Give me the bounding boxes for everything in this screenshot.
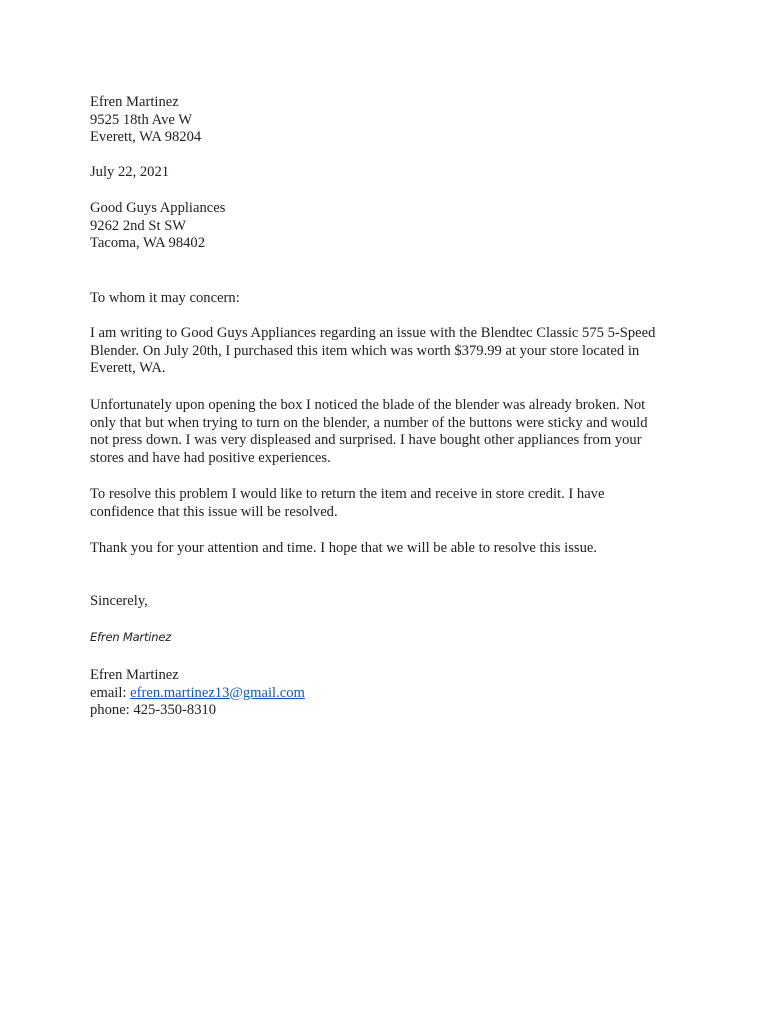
phone-label: phone: — [90, 702, 130, 719]
paragraph-3-line-2: confidence that this issue will be resolved. — [90, 503, 338, 520]
paragraph-2 — [90, 397, 690, 467]
sender-city-state-zip: Everett, WA 98204 — [90, 129, 202, 146]
paragraph-1-line-2: Blender. On July 20th, I purchased this item which was worth $379.99 at your store located in — [90, 342, 640, 359]
sender-street: 9525 18th Ave W — [90, 111, 193, 128]
closing-block — [90, 593, 690, 611]
paragraph-3-line-1: To resolve this problem I would like to return the item and receive in store credit. I have — [90, 486, 605, 502]
email-link[interactable]: efren.martinez13@gmail.com — [130, 684, 305, 701]
paragraph-1 — [90, 325, 690, 378]
email-label: email: — [90, 684, 127, 701]
recipient-company: Good Guys Appliances — [90, 200, 226, 216]
paragraph-2-line-4: stores and have had positive experiences. — [90, 449, 331, 466]
phone-line — [90, 702, 690, 720]
contact-block — [90, 667, 690, 720]
recipient-city-state-zip: Tacoma, WA 98402 — [90, 235, 206, 252]
recipient-address-block — [90, 200, 690, 253]
paragraph-2-line-1: Unfortunately upon opening the box I noticed the blade of the blender was already broken. Not — [90, 397, 646, 413]
recipient-street: 9262 2nd St SW — [90, 217, 187, 234]
salutation-block — [90, 290, 690, 308]
handwritten-signature: Efren Martinez — [90, 630, 172, 644]
paragraph-2-line-2: only that but when trying to turn on the blender, a number of the buttons were sticky and would — [90, 414, 648, 431]
paragraph-4 — [90, 540, 690, 558]
contact-name: Efren Martinez — [90, 667, 179, 683]
paragraph-3 — [90, 486, 690, 521]
signature-block — [90, 629, 690, 647]
paragraph-4-line-1: Thank you for your attention and time. I hope that we will be able to resolve this issue. — [90, 540, 598, 556]
sender-name: Efren Martinez — [90, 94, 179, 110]
letter-date-block — [90, 164, 690, 182]
salutation: To whom it may concern: — [90, 290, 240, 306]
email-line — [90, 685, 690, 703]
phone-number: 425-350-8310 — [133, 702, 217, 719]
sender-address-block — [90, 94, 690, 147]
closing: Sincerely, — [90, 593, 148, 609]
paragraph-1-line-3: Everett, WA. — [90, 360, 166, 377]
paragraph-2-line-3: not press down. I was very displeased and surprised. I have bought other appliances from your — [90, 432, 642, 449]
paragraph-1-line-1: I am writing to Good Guys Appliances regarding an issue with the Blendtec Classic 575 5-Speed — [90, 325, 656, 341]
letter-date: July 22, 2021 — [90, 164, 170, 180]
